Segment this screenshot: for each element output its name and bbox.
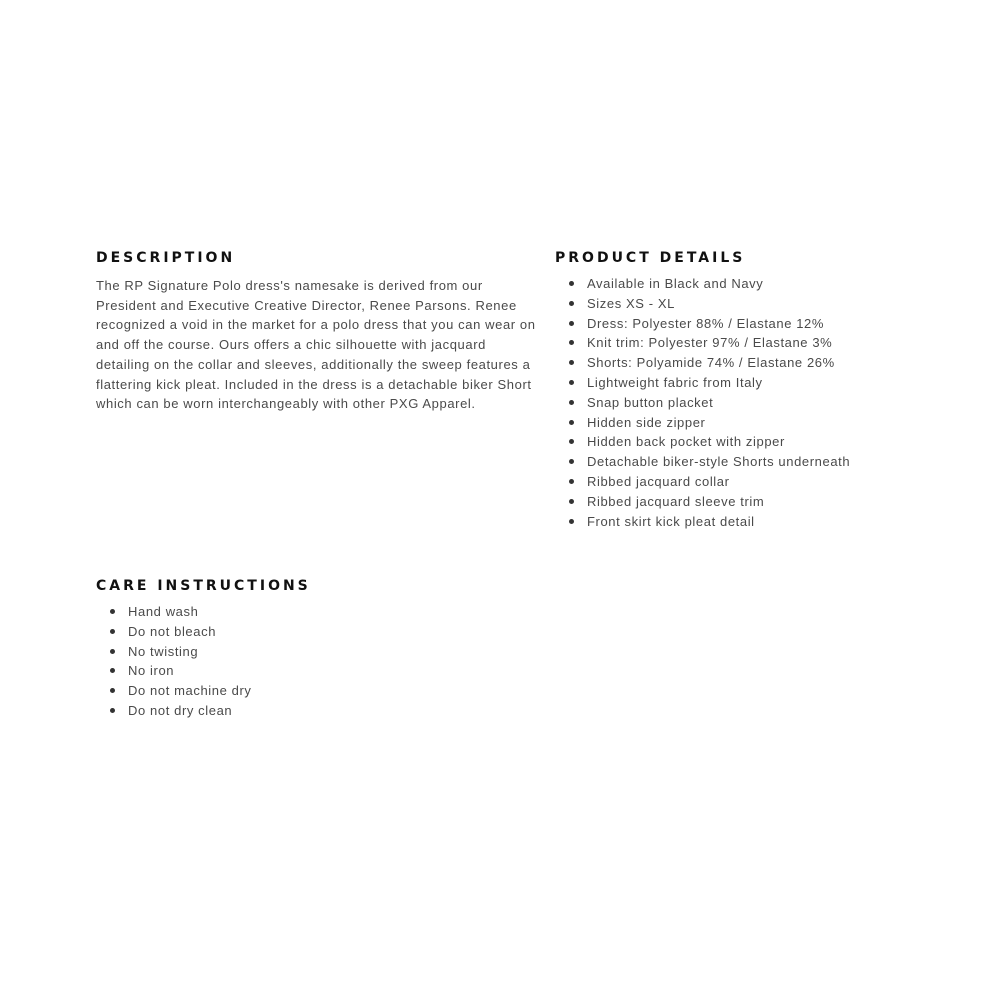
list-item: Detachable biker-style Shorts underneath [555,452,955,472]
product-details-section [555,250,955,531]
list-item: Ribbed jacquard sleeve trim [555,492,955,512]
list-item: Sizes XS - XL [555,294,955,314]
list-item: Shorts: Polyamide 74% / Elastane 26% [555,353,955,373]
list-item: Do not bleach [96,622,496,642]
list-item: Ribbed jacquard collar [555,472,955,492]
care-instructions-title: CARE INSTRUCTIONS [96,578,311,594]
product-details-title: PRODUCT DETAILS [555,250,746,266]
list-item: Lightweight fabric from Italy [555,373,955,393]
list-item: Knit trim: Polyester 97% / Elastane 3% [555,333,955,353]
list-item: Hand wash [96,602,496,622]
list-item: Hidden side zipper [555,413,955,433]
list-item: Front skirt kick pleat detail [555,512,955,532]
list-item: Dress: Polyester 88% / Elastane 12% [555,314,955,334]
list-item: No twisting [96,642,496,662]
list-item: Hidden back pocket with zipper [555,432,955,452]
list-item: Do not dry clean [96,701,496,721]
description-text: The RP Signature Polo dress's namesake is derived from our President and Executive Creative Director, Renee Parsons. Renee recognized a void in the market for a polo dress that you can wear on and off the course. Ours offers a chic silhouette with jacquard detailing on the collar and sleeves, additionally the sweep features a flattering kick pleat. Included in the dress is a detachable biker Short which can be worn interchangeably with other PXG Apparel. [96,278,536,412]
description-title: DESCRIPTION [96,250,236,266]
description-section [96,250,536,414]
list-item: Do not machine dry [96,681,496,701]
care-instructions-list [96,602,496,721]
list-item: Available in Black and Navy [555,274,955,294]
list-item: No iron [96,661,496,681]
list-item: Snap button placket [555,393,955,413]
care-instructions-section [96,578,496,721]
product-details-list [555,274,955,531]
